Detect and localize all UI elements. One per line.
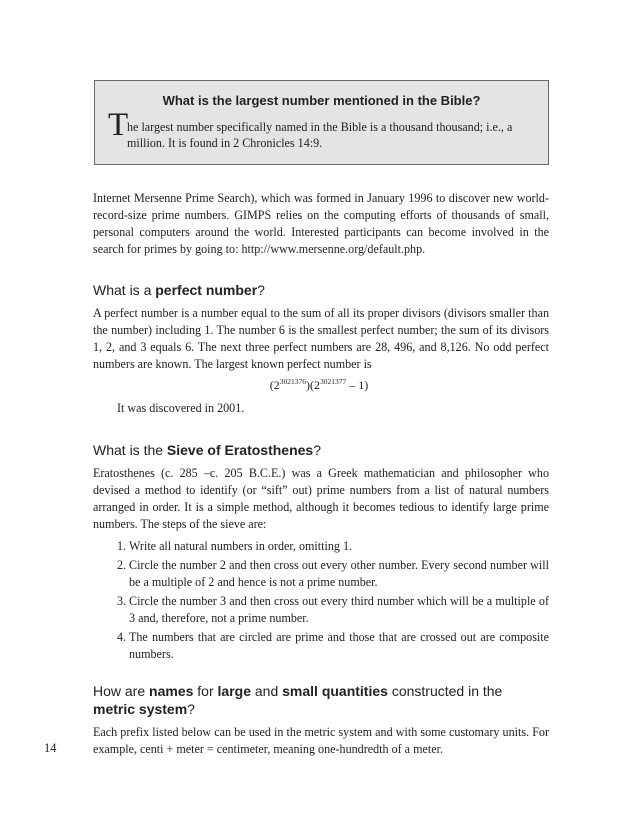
heading-term: Sieve of Eratosthenes [166,442,314,458]
perfect-number-heading [93,281,549,299]
step-number: 2. [117,558,127,572]
list-item [117,538,549,555]
sidebar-box [94,80,549,165]
sieve-heading [93,441,549,459]
step-number: 1. [117,539,127,553]
heading-text: What is a [93,282,156,298]
heading-text: ? [257,282,265,298]
metric-paragraph: Each prefix listed below can be used in the metric system and with some customary units. For example, centi + meter = centimeter, meaning one-hundredth of a meter. [93,725,549,756]
heading-term: names [149,683,194,699]
list-item [117,629,549,663]
formula-part: )(2 [306,378,320,392]
heading-term: large [217,683,251,699]
step-text: Circle the number 2 and then cross out every other number. Every second number will be a multiple of 2 and hence is not a prime number. [129,558,549,589]
step-text: The numbers that are circled are prime and those that are crossed out are composite numbers. [129,630,549,661]
page-number: 14 [44,741,57,755]
intro-paragraph: Internet Mersenne Prime Search), which was formed in January 1996 to discover new world-record-size prime numbers. GIMPS relies on the computing efforts of thousands of small, personal computers around the world. Interested participants can become involved in the search for primes by going to: http://www.mersenne.org/default.php. [93,191,549,256]
formula-exponent: 3021377 [320,377,347,386]
formula-part: – 1) [346,378,369,392]
step-text: Circle the number 3 and then cross out every third number which will be a multiple of 3 and, therefore, not a prime number. [129,594,549,625]
step-number: 3. [117,594,127,608]
sieve-paragraph: Eratosthenes (c. 285 –c. 205 B.C.E.) was a Greek mathematician and philosopher who devised a method to identify (or “sift” out) prime numbers from a list of natural numbers arranged in order. It is a simple method, although it becomes tedious to identify large prime numbers. The steps of the sieve are: [93,466,549,531]
heading-text: What is the [93,442,167,458]
heading-term: metric system [93,701,188,717]
heading-text: constructed in the [387,683,503,699]
sidebar-title: What is the largest number mentioned in the Bible? [162,93,481,108]
step-number: 4. [117,630,127,644]
sieve-steps-list [117,538,549,665]
heading-term: perfect number [155,282,258,298]
perfect-number-formula [0,377,638,393]
heading-text: How are [93,683,150,699]
list-item [117,593,549,627]
heading-text: for [193,683,218,699]
heading-text: ? [313,442,321,458]
formula-exponent: 3021376 [279,377,306,386]
dropcap-letter: T [108,107,129,143]
perfect-number-paragraph: A perfect number is a number equal to the sum of all its proper divisors (divisors smaller than the number) including 1. The number 6 is the smallest perfect number; the sum of its divisors 1, 2, and 3 equals 6. The next three perfect numbers are 28, 496, and 8,126. No odd perfect numbers are known. The largest known perfect number is [93,306,549,371]
step-text: Write all natural numbers in order, omitting 1. [129,539,353,553]
formula-part: (2 [269,378,280,392]
heading-text: and [250,683,283,699]
metric-heading [93,682,549,718]
heading-term: small quantities [282,683,388,699]
discovered-note: It was discovered in 2001. [117,401,245,415]
sidebar-text: he largest number specifically named in the Bible is a thousand thousand; i.e., a million. It is found in 2 Chronicles 14:9. [127,120,513,150]
heading-text: ? [187,701,195,717]
list-item [117,557,549,591]
